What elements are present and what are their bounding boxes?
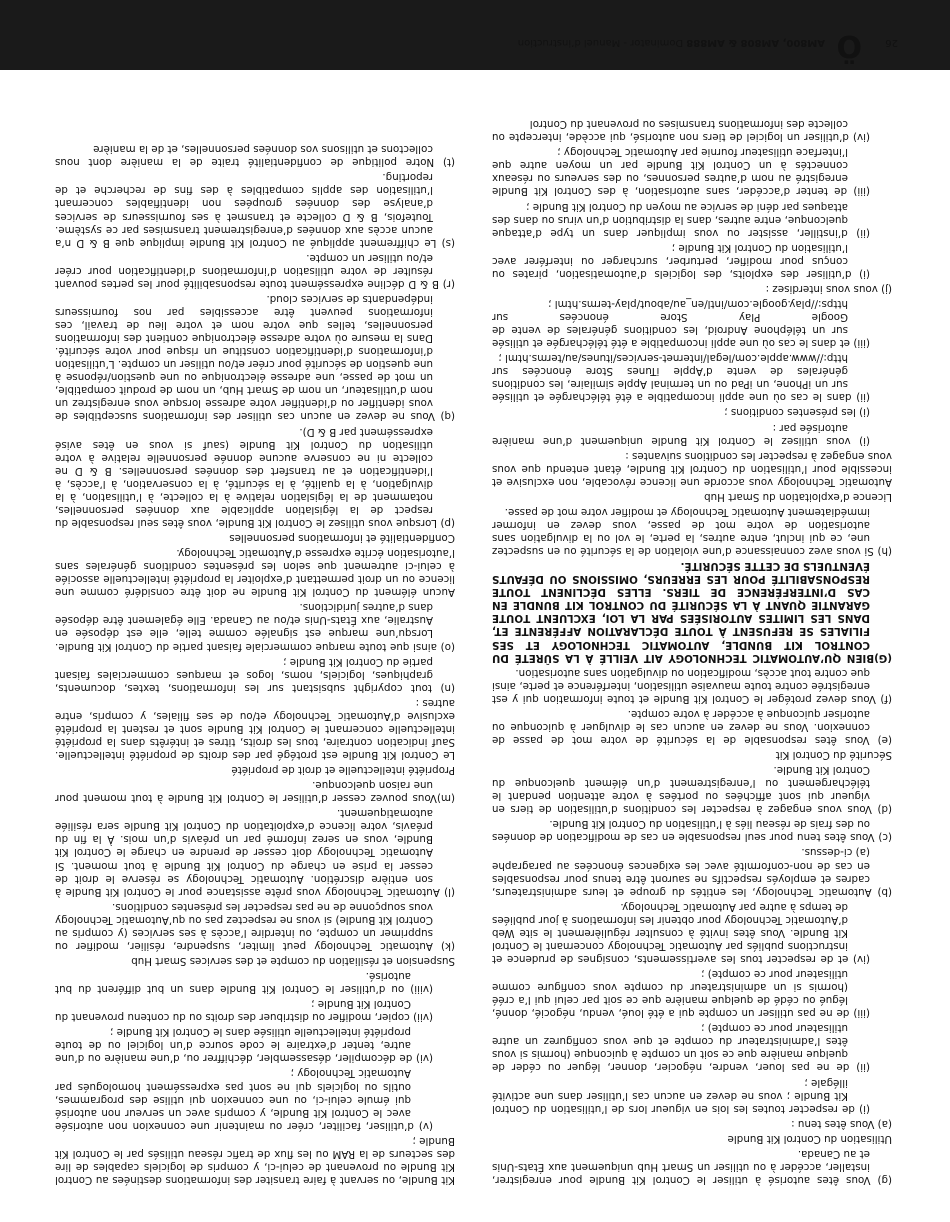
paragraph: Automatic Technology vous accorde une licence révocable, non exclusive et incessible pour l’utilisation du Control Kit Bundle, étant entendu que vous vous engagez à respecter les conditions suivantes : [492, 449, 892, 488]
paragraph: (p) Lorsque vous utilisez le Control Kit Bundle, vous êtes seul responsable du respect de la législation applicable aux données personnelles, notamment de la législation relative à la collecte, à l’utilisation, à la divulgation, à la qualité, à la sécurité, à la conservation, à l’accès, à l’identification et au transfert des données personnelles. B & D ne collecte ni ne conserve aucune donnée personnelle relative à votre utilisation du Control Kit Bundle (sauf si vous en êtes avisé expressément par B & D). [55, 425, 455, 529]
paragraph: (G)BIEN QU’AUTOMATIC TECHNOLOGY AIT VEILLÉ À LA SÛRETÉ DU CONTROL KIT BUNDLE, AUTOMATIC TECHNOLOGY ET SES FILIALES SE REFUSENT À TOUTE DÉCLARATION AFFÉRENTE ET, DANS LES LIMITES AUTORISÉES PAR LA LOI, EXCLUENT TOUTE GARANTIE QUANT À LA SÉCURITÉ DU CONTROL KIT BUNDLE EN CAS D’INTERFÉRENCE DE TIERS. ELLES DÉCLINENT TOUTE RESPONSABILITÉ POUR LES ERREURS, OMISSIONS OU DÉFAUTS ÉVENTUELS DE CETTE SÉCURITÉ. [492, 560, 892, 664]
paragraph: (f) Vous devez protéger le Control Kit Bundle et toute information qui y est enregistrée contre toute mauvaise utilisation, interférence et perte, ainsi que contre tout accès, modification ou divulgation sans autorisation. [492, 666, 892, 705]
paragraph: (h) Si vous avez connaissance d’une violation de la sécurité ou en suspectez une, ce qui inclut, entre autres, la perte, le vol ou la divulgation sans autorisation de votre mot de passe, vous devez en informer immédiatement Automatic Technology et modifier votre mot de passe. [492, 505, 892, 558]
document-title [518, 37, 825, 48]
paragraph: (ii) d’instiller, assister ou vous impliquer dans un type d’attaque quelconque, entre autres, dans la distribution d’un virus ou dans des attaques par déni de service au moyen du Control Kit Bundle ; [492, 200, 870, 239]
page-footer [0, 0, 950, 90]
paragraph: Confidentialité et informations personnelles [229, 532, 455, 545]
paragraph: (i) vous utilisez le Control Kit Bundle uniquement d’une manière autorisée par : [492, 421, 870, 447]
manual-title: Dominator - Manuel d’instruction [517, 37, 687, 48]
paragraph: (i) de respecter toutes les lois en vigueur lors de l’utilisation du Control Kit Bundle ; vous ne devez en aucun cas l’utiliser dans une activité illégale ; [492, 1076, 870, 1115]
paragraph: (ii) dans le cas où une appli incompatible a été téléchargée et utilisée sur un iPhone, un iPad ou un terminal Apple similaire, les conditions générales de vente d’Apple iTunes Store énoncées sur http://www.apple.com/legal/internet-services/itunes/au/terms.html ; [492, 352, 870, 404]
paragraph: (a) Vous êtes tenu : [791, 1117, 892, 1130]
paragraph: (v) d’utiliser, faciliter, créer ou maintenir une connexion non autorisée avec le Control Kit Bundle, y compris avec un serveur non autorisé qui émule celui-ci, ou une connexion qui utilise des programmes, outils ou logiciels qui ne sont pas expressément homologués par Automatic Technology ; [55, 1067, 433, 1132]
paragraph: (iii) et dans le cas où une appli incompatible a été téléchargée et utilisée sur un téléphone Android, les conditions générales de vente de Google Play Store énoncées sur https://play.google.com/intl/en_au/about/play-terms.html ; [492, 298, 870, 350]
paragraph: (q) Vous ne devez en aucun cas utiliser des informations susceptibles de vous identifier ou d’identifier votre adresse lorsque vous enregistrez un nom d’utilisateur, un nom de Smart Hub, un nom de produit compatible, un mot de passe, une adresse électronique ou une question/réponse à une question de sécurité pour créer et/ou utiliser un compte. L’utilisation d’informations d’identification constitue un risque pour votre sécurité. Dans la mesure où votre adresse électronique contient des informations personnelles, telles que votre nom et votre lieu de travail, ces informations peuvent être accessibles par nos fournisseurs indépendants de services cloud. [55, 292, 455, 423]
paragraph: (vii) copier, modifier ou distribuer des droits ou du contenu provenant du Control Kit Bundle ; [55, 998, 433, 1024]
paragraph: (b) Automatic Technology, les entités du groupe et leurs administrateurs, cadres et employés respectifs ne sauront être tenus pour responsables en cas de non-conformité avec les exigences énoncées au paragraphe (a) ci-dessus. [492, 846, 892, 898]
paragraph: (k) Automatic Technology peut limiter, suspendre, résilier, modifier ou supprimer un compte, ou interdire l’accès à ses services (y compris au Control Kit Bundle) si vous ne respectez pas ou qu’Automatic Technology vous soupçonne de ne pas respecter les présentes conditions. [55, 900, 455, 952]
paragraph: Suspension et résiliation du compte et des services Smart Hub [131, 955, 455, 967]
paragraph: (s) Le chiffrement appliqué au Control Kit Bundle implique que B & D n’a aucun accès aux données d’enregistrement transmises par ce système. Toutefois, B & D collecte et transmet à ses fournisseurs de services d’analyse des données groupées non identifiables concernant l’utilisation des applis compatibles à des fins de recherche et de reporting. [55, 171, 455, 249]
paragraph: (c) Vous êtes tenu pour seul responsable en cas de modification de données ou des frais de réseau liés à l’utilisation du Control Kit Bundle. [492, 818, 892, 844]
paragraph: (ii) de ne pas louer, vendre, négocier, donner, léguer ou céder de quelque manière que ce soit un compte à quiconque (hormis si vous êtes l’administrateur du compte et que vous configurez un autre utilisateur pour ce compte) ; [492, 1022, 870, 1074]
paragraph: (l) Automatic Technology vous prête assistance pour le Control Kit Bundle à son entière discrétion. Automatic Technology se réserve le droit de cesser la prise en charge du Control Kit Bundle à tout moment. Si Automatic Technology doit cesser de prendre en charge le Control Kit Bundle, vous en serez informé par un préavis d’un mois. À la fin du préavis, votre licence d’exploitation du Control Kit Bundle sera résiliée automatiquement. [55, 807, 455, 898]
paragraph: (m)Vous pouvez cesser d’utiliser le Control Kit Bundle à tout moment pour une raison quelconque. [55, 779, 455, 805]
paragraph: Aucun élément du Control Kit Bundle ne doit être considéré comme une licence ou un droit permettant d’exploiter la propriété intellectuelle associée à celui-ci autrement que selon les présentes conditions générales sans l’autorisation écrite expresse d’Automatic Technology. [55, 547, 455, 599]
paragraph: (viii) ou d’utiliser le Control Kit Bundle dans un but différent du but autorisé. [55, 970, 433, 996]
paragraph: (iv) d’utiliser un logiciel de tiers non autorisé, qui accède, intercepte ou collecte des informations transmises ou provenant du Control [492, 118, 870, 144]
paragraph: Utilisation du Control Kit Bundle [727, 1132, 892, 1145]
page-number: 26 [885, 37, 898, 48]
paragraph: (iv) et de respecter tous les avertissements, consignes de prudence et instructions publiés par Automatic Technology concernant le Control Kit Bundle. Vous êtes invité à consulter régulièrement le site Web d’Automatic Technology pour obtenir les informations à jour publiées de temps à autre par Automatic Technology. [492, 900, 870, 965]
paragraph: Propriété intellectuelle et droit de propriété [231, 764, 455, 777]
paragraph: (iii) de tenter d’accéder, sans autorisation, à des Control Kit Bundle enregistré au nom d’autres personnes, ou des serveurs ou réseaux connectés à un Control Kit Bundle par un moyen autre que l’interface utilisateur fournie par Automatic Technology ; [492, 146, 870, 198]
paragraph: (r) B & D décline expressément toute responsabilité pour les pertes pouvant résulter de votre utilisation d’informations d’identification pour créer et/ou utiliser un compte. [55, 251, 455, 290]
paragraph: (i) les présentes conditions ; [724, 406, 870, 419]
paragraph: Licence d’exploitation du Smart Hub [704, 490, 892, 503]
brand-logo-icon: Ö [836, 28, 862, 63]
paragraph: (iii) de ne pas utiliser un compte qui a été loué, vendu, négocié, donné, légué ou cédé de quelque manière que ce soit par celui qui l’a créé (hormis si un administrateur du compte vous configure comme utilisateur pour ce compte) ; [492, 968, 870, 1020]
paragraph: Sécurité du Control Kit [775, 749, 892, 762]
paragraph: (d) Vous vous engagez à respecter les conditions d’utilisation de tiers en vigueur qui sont affichées ou portées à votre attention pendant le téléchargement ou l’enregistrement d’un élément quelconque du Control Kit Bundle. [492, 764, 892, 816]
paragraph: (vi) de décompiler, désassembler, déchiffrer ou, d’une manière ou d’une autre, tenter d’extraire le code source d’un logiciel ou de toute propriété intellectuelle utilisée dans le Control Kit Bundle ; [55, 1026, 433, 1065]
paragraph: (g) Vous êtes autorisé à utiliser le Control Kit Bundle pour enregistrer, installer, accéder à ou utiliser un Smart Hub uniquement aux États-Unis et au Canada. [492, 1147, 892, 1186]
paragraph: (i) d’utiliser des exploits, des logiciels d’automatisation, pirates ou conçus pour modifier, perturber, surcharger ou interférer avec l’utilisation du Control Kit Bundle ; [492, 241, 870, 280]
left-text-column [492, 115, 892, 1186]
paragraph: (o) ainsi que toute marque commerciale faisant partie du Control Kit Bundle. Lorsqu’une marque est signalée comme telle, elle est déposée en Australie, aux États-Unis et/ou au Canada. Elle également être déposée dans d’autres juridictions. [55, 601, 455, 653]
right-text-column [55, 140, 455, 1186]
paragraph: (j) vous vous interdisez : [765, 282, 892, 295]
paragraph: Kit Bundle, ou servant à faire transiter des informations destinées au Control Kit Bundle ou provenant de celui-ci, y compris de logiciels capables de lire des secteurs de la RAM ou les flux de trafic réseau utilisés par le Control Kit Bundle ; [55, 1134, 455, 1186]
paragraph: (n) tout copyright subsistant sur les informations, textes, documents, graphiques, logiciels, noms, logos et marques commerciales faisant partie du Control Kit Bundle ; [55, 655, 455, 694]
paragraph: (e) Vous êtes responsable de la sécurité de votre mot de passe de connexion. Vous ne devez en aucun cas le divulguer à quiconque ou autoriser quiconque à accéder à votre compte. [492, 707, 892, 746]
paragraph: (t) Notre politique de confidentialité traite de la manière dont nous collectons et utilisons vos données personnelles, et de la manière [55, 143, 455, 169]
paragraph: Le Control Kit Bundle est protégé par des droits de propriété intellectuelle. Sauf indication contraire, tous les droits, titres et intérêts dans la propriété intellectuelle concernant le Control Kit Bundle sont et restent la propriété exclusive d’Automatic Technology et/ou de ses filiales, y compris, entre autres : [55, 696, 455, 762]
model-codes: AM800, AM808 & AM888 [686, 37, 825, 48]
